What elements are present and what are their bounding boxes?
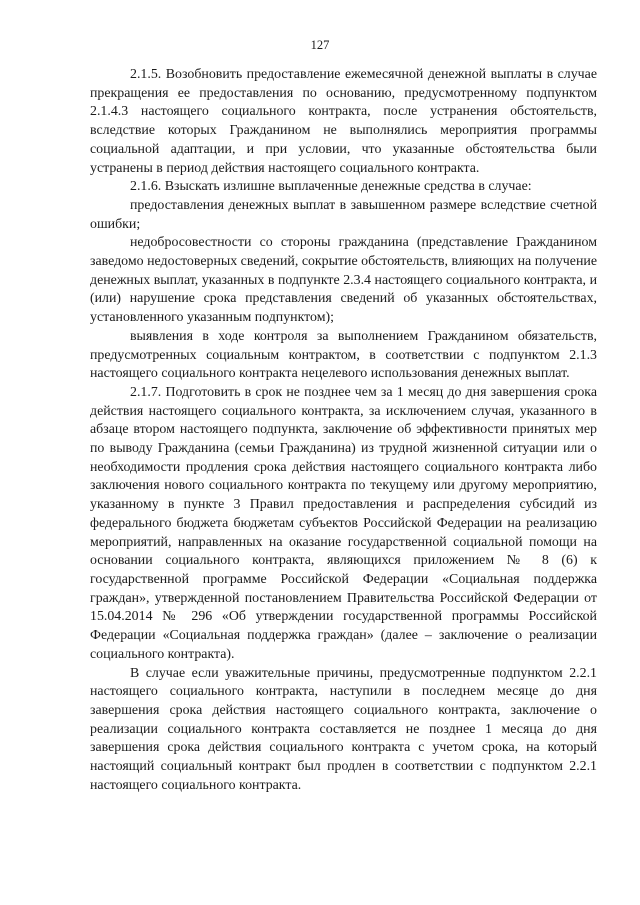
paragraph-2-1-6: 2.1.6. Взыскать излишне выплаченные денежные средства в случае: bbox=[130, 179, 532, 195]
paragraph-2-1-5: 2.1.5. Возобновить предоставление ежемесячной денежной выплаты в случае прекращения ее предоставления по основанию, предусмотренному подпунктом 2.1.4.3 настоящего социального контракта, после устранения обстоятельств, вследствие которых Гражданином не выполнялись мероприятия программы социальной адаптации, и при условии, что указанные обстоятельства были устранены в период действия настоящего социального контракта. bbox=[90, 67, 597, 176]
paragraph-2-1-6-case-2: недобросовестности со стороны гражданина (представление Гражданином заведомо недостоверных сведений, сокрытие обстоятельств, влияющих на получение денежных выплат, указанных в подпункте 2.3.4 настоящего социального контракта, и (или) нарушение срока представления сведений об указанных обстоятельствах, установленного указанным подпунктом); bbox=[90, 235, 597, 326]
document-body bbox=[90, 66, 597, 795]
paragraph-2-1-7-case: В случае если уважительные причины, предусмотренные подпунктом 2.2.1 настоящего социального контракта, наступили в последнем месяце до дня завершения срока действия настоящего социального контракта, заключение о реализации социального контракта составляется не позднее 1 месяца до дня завершения срока действия социального контракта с учетом срока, на который настоящий социальный контракт был продлен в соответствии с подпунктом 2.2.1 настоящего социального контракта. bbox=[90, 665, 597, 793]
paragraph-2-1-6-case-1: предоставления денежных выплат в завышенном размере вследствие счетной ошибки; bbox=[90, 197, 597, 232]
paragraph-2-1-6-case-3: выявления в ходе контроля за выполнением Гражданином обязательств, предусмотренных социальным контрактом, в соответствии с подпунктом 2.1.3 настоящего социального контракта нецелевого использования денежных выплат. bbox=[90, 328, 597, 382]
page-number: 127 bbox=[310, 38, 330, 52]
paragraph-2-1-7: 2.1.7. Подготовить в срок не позднее чем за 1 месяц до дня завершения срока действия настоящего социального контракта, за исключением случая, указанного в абзаце втором настоящего подпункта, заключение об эффективности принятых мер по выводу Гражданина (семьи Гражданина) из трудной жизненной ситуации или о необходимости продления срока действия настоящего социального контракта либо заключения нового социального контракта по текущему или другому мероприятию, указанному в пункте 3 Правил предоставления и распределения субсидий из федерального бюджета бюджетам субъектов Российской Федерации на реализацию мероприятий, направленных на оказание государственной социальной помощи на основании социального контракта, являющихся приложением № 8 (6) к государственной программе Российской Федерации «Социальная поддержка граждан», утвержденной постановлением Правительства Российской Федерации от 15.04.2014 № 296 «Об утверждении государственной программы Российской Федерации «Социальная поддержка граждан» (далее – заключение о реализации социального контракта). bbox=[90, 384, 597, 662]
